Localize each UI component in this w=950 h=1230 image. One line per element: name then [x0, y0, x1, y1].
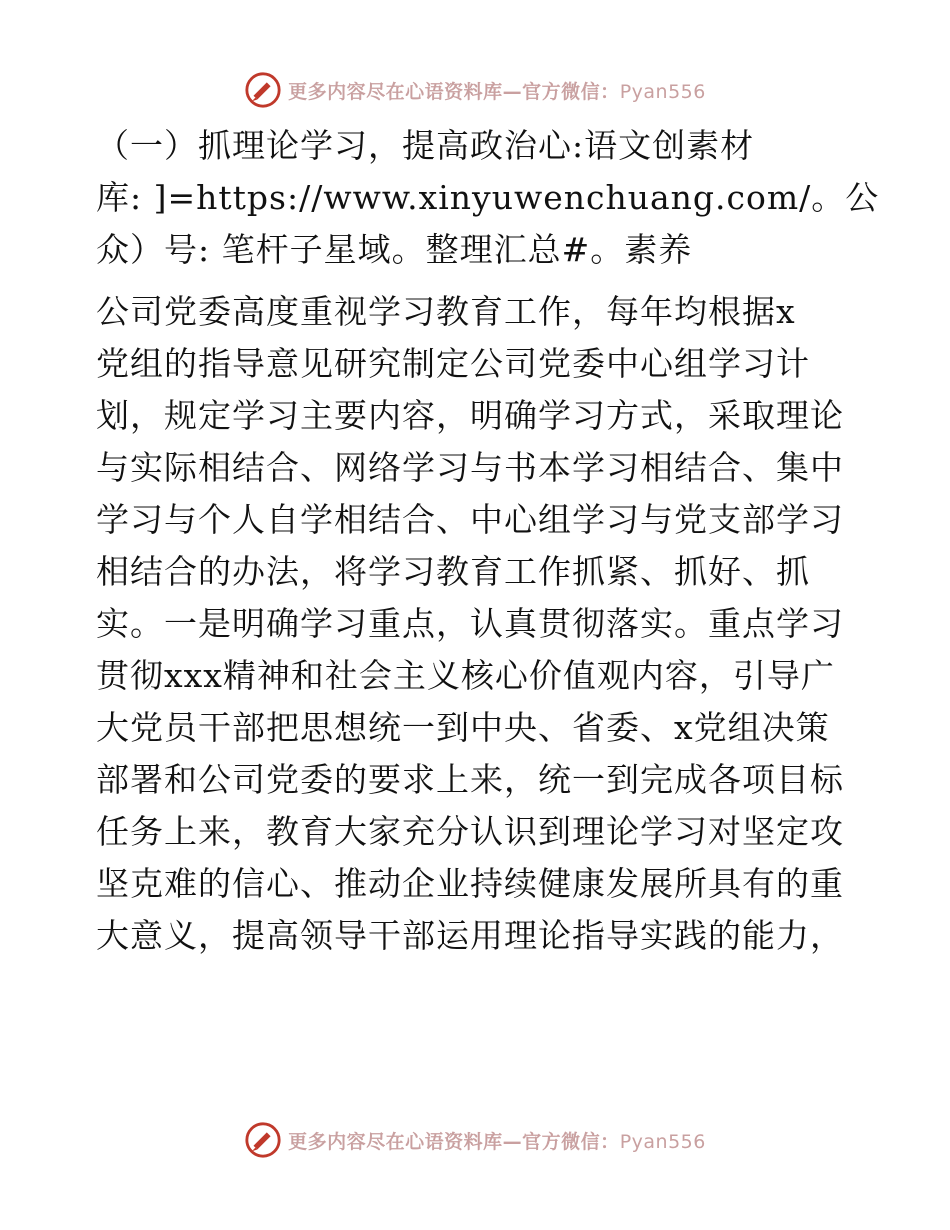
brand-logo-icon [244, 1121, 282, 1159]
brand-logo-icon [244, 71, 282, 109]
body-line: 党组的指导意见研究制定公司党委中心组学习计 [96, 344, 810, 383]
banner-separator: — [502, 1130, 523, 1153]
body-line: 坚克难的信心、推动企业持续健康发展所具有的重 [96, 864, 844, 903]
heading-line: 众）号: 笔杆子星域。整理汇总#。素养 [96, 230, 693, 269]
banner-text [288, 77, 706, 104]
body-line: 贯彻xxx精神和社会主义核心价值观内容，引导广 [96, 656, 835, 695]
banner-main-text: 更多内容尽在心语资料库 [288, 80, 503, 103]
banner-wechat-id: Pyan556 [619, 1130, 706, 1153]
banner-wechat-label: 官方微信： [522, 80, 620, 103]
document-content [96, 120, 880, 962]
banner-main-text: 更多内容尽在心语资料库 [288, 1130, 503, 1153]
body-line: 学习与个人自学相结合、中心组学习与党支部学习 [96, 500, 844, 539]
body-line: 任务上来，教育大家充分认识到理论学习对坚定攻 [96, 812, 844, 851]
banner-separator: — [502, 80, 523, 103]
body-line: 相结合的办法，将学习教育工作抓紧、抓好、抓 [96, 552, 810, 591]
banner-wechat-id: Pyan556 [619, 80, 706, 103]
heading-line: 库: ]=https://www.xinyuwenchuang.com/。公 [96, 178, 880, 217]
header-banner [0, 68, 950, 112]
footer-banner [0, 1118, 950, 1162]
body-paragraph [96, 286, 856, 962]
body-line: 大意义，提高领导干部运用理论指导实践的能力， [96, 916, 844, 955]
banner-wechat-label: 官方微信： [522, 1130, 620, 1153]
banner-text [288, 1127, 706, 1154]
section-heading [96, 120, 880, 276]
body-line: 大党员干部把思想统一到中央、省委、x党组决策 [96, 708, 830, 747]
body-line: 公司党委高度重视学习教育工作，每年均根据x [96, 292, 796, 331]
body-line: 部署和公司党委的要求上来，统一到完成各项目标 [96, 760, 844, 799]
body-line: 划，规定学习主要内容，明确学习方式，采取理论 [96, 396, 844, 435]
heading-line: （一）抓理论学习，提高政治心:语文创素材 [96, 126, 755, 165]
body-line: 实。一是明确学习重点，认真贯彻落实。重点学习 [96, 604, 844, 643]
body-line: 与实际相结合、网络学习与书本学习相结合、集中 [96, 448, 844, 487]
